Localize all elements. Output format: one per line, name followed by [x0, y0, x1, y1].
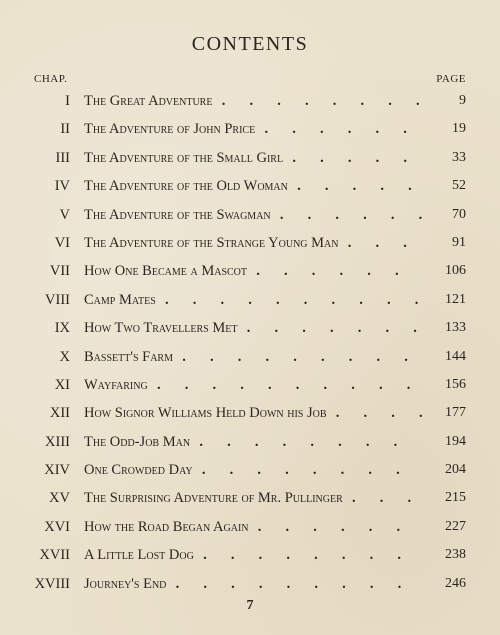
chapter-number: XII — [49, 405, 70, 422]
chapter-title: The Adventure of the Old Woman . — [84, 172, 422, 200]
toc-entry — [0, 456, 500, 484]
chapter-title: The Great Adventure . — [84, 87, 422, 115]
page-number: 238 — [445, 547, 466, 563]
page-number: 133 — [445, 320, 466, 336]
chapter-number: XIV — [44, 462, 70, 479]
toc-entry — [0, 229, 500, 257]
chapter-number: VIII — [45, 291, 70, 308]
chapter-number: VI — [54, 234, 70, 251]
chapter-title: Camp Mates . — [84, 286, 422, 314]
chapter-title: Journey's End . — [84, 570, 422, 598]
toc-entry — [0, 257, 500, 285]
chapter-number: XVIII — [34, 575, 70, 592]
page-number: 177 — [445, 405, 466, 421]
toc-entry — [0, 541, 500, 569]
chapter-number: IX — [54, 320, 70, 337]
chapter-title: How Two Travellers Met . — [84, 314, 422, 342]
chapter-title: The Adventure of the Swagman . — [84, 201, 422, 229]
page-number: 9 — [459, 93, 466, 108]
chapter-title: The Adventure of the Strange Young Man . — [84, 229, 422, 257]
page-number: 156 — [445, 376, 466, 392]
chapter-number: II — [60, 121, 70, 138]
chapter-number: XV — [49, 490, 70, 507]
page-number: 52 — [452, 178, 466, 194]
page-number: 215 — [445, 490, 466, 506]
toc-entry — [0, 87, 500, 115]
chapter-title: One Crowded Day . — [84, 456, 422, 484]
toc-entry — [0, 314, 500, 342]
chapter-number: XIII — [45, 433, 70, 450]
page-number: 106 — [445, 263, 466, 279]
chapter-title: How the Road Began Again . — [84, 513, 422, 541]
toc-entry — [0, 513, 500, 541]
page-number: 194 — [445, 433, 466, 449]
toc-entry — [0, 428, 500, 456]
chapter-number: III — [55, 149, 70, 166]
chapter-title: The Adventure of the Small Girl . — [84, 144, 422, 172]
chapter-title: How One Became a Mascot . — [84, 257, 422, 285]
chapter-number: X — [59, 348, 70, 365]
page-number: 70 — [452, 206, 466, 222]
page-number: 246 — [445, 575, 466, 591]
toc-entry — [0, 144, 500, 172]
chapter-title: The Odd-Job Man . — [84, 428, 422, 456]
toc-entry — [0, 286, 500, 314]
toc-entry — [0, 371, 500, 399]
chapter-title: A Little Lost Dog . — [84, 541, 422, 569]
chapter-title: Bassett's Farm . — [84, 343, 422, 371]
chapter-number: XVI — [44, 518, 70, 535]
chapter-title: The Surprising Adventure of Mr. Pullinger . — [84, 484, 422, 512]
page-title: CONTENTS — [191, 33, 309, 55]
page-number: 204 — [445, 462, 466, 478]
chapter-title: How Signor Williams Held Down his Job . — [84, 399, 422, 427]
toc-entry — [0, 484, 500, 512]
chapter-number: XVII — [39, 547, 70, 564]
chapter-title: The Adventure of John Price . — [84, 115, 422, 143]
page-number: 33 — [452, 149, 466, 165]
toc-entry — [0, 399, 500, 427]
toc-entry — [0, 570, 500, 598]
chapter-column-header: CHAP. — [34, 73, 68, 85]
folio-page-number: 7 — [246, 598, 254, 613]
toc-entry — [0, 115, 500, 143]
toc-entry — [0, 201, 500, 229]
chapter-number: I — [65, 93, 70, 109]
page-column-header: PAGE — [436, 73, 466, 85]
chapter-title: Wayfaring . — [84, 371, 422, 399]
page-number: 227 — [445, 518, 466, 534]
chapter-number: VII — [49, 263, 70, 280]
toc-entry — [0, 343, 500, 371]
toc-entry — [0, 172, 500, 200]
page-number: 91 — [452, 234, 466, 250]
chapter-number: V — [59, 206, 70, 223]
page-number: 144 — [445, 348, 466, 364]
page-number: 19 — [452, 121, 466, 137]
chapter-number: XI — [54, 376, 70, 393]
chapter-number: IV — [54, 178, 70, 195]
page-number: 121 — [445, 291, 466, 307]
table-of-contents — [0, 87, 500, 598]
